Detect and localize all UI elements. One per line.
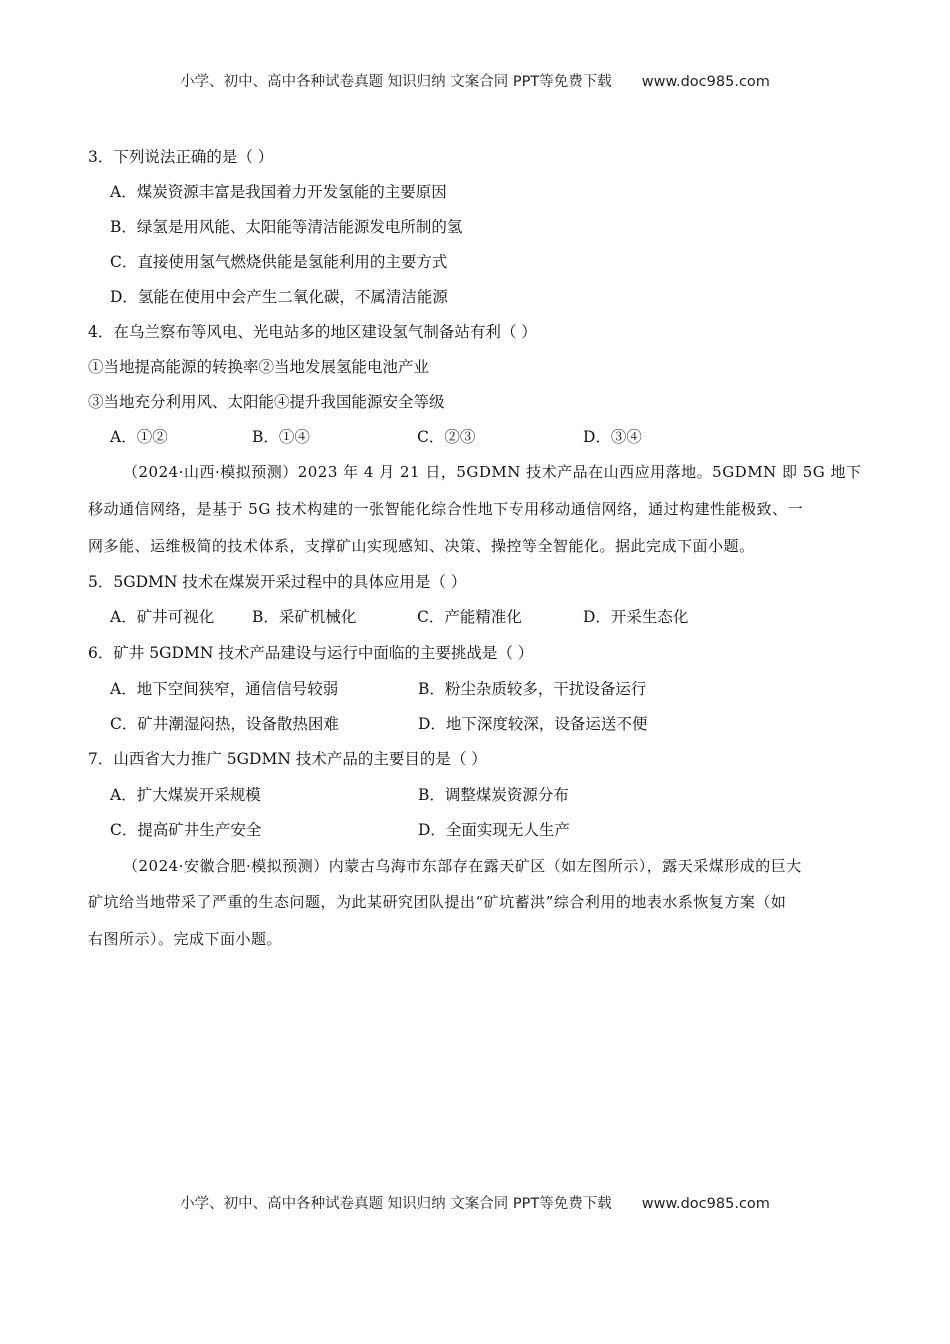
q6-option-b: B．粉尘杂质较多，干扰设备运行 <box>418 680 647 698</box>
header-text: 小学、初中、高中各种试卷真题 知识归纳 文案合同 PPT等免费下载 <box>180 74 612 90</box>
q4-statement-line1: ①当地提高能源的转换率②当地发展氢能电池产业 <box>88 358 430 376</box>
q7-option-c: C．提高矿井生产安全 <box>110 821 262 839</box>
q5-option-d: D．开采生态化 <box>583 608 689 626</box>
passage1-line3: 网多能、运维极简的技术体系，支撑矿山实现感知、决策、操控等全智能化。据此完成下面小题。 <box>88 537 755 555</box>
q7-option-b: B．调整煤炭资源分布 <box>418 786 569 804</box>
q7-option-d: D．全面实现无人生产 <box>418 821 570 839</box>
footer-site[interactable]: www.doc985.com <box>641 1196 770 1212</box>
q3-option-c: C．直接使用氢气燃烧供能是氢能利用的主要方式 <box>110 253 448 271</box>
q5-option-b: B．采矿机械化 <box>252 608 357 626</box>
q6-option-c: C．矿井潮湿闷热，设备散热困难 <box>110 715 339 733</box>
page-header <box>0 70 950 91</box>
q7-stem: 7．山西省大力推广 5GDMN 技术产品的主要目的是（ ） <box>88 750 487 768</box>
q5-option-a: A．矿井可视化 <box>110 608 215 626</box>
passage1-line1: （2024·山西·模拟预测）2023 年 4 月 21 日，5GDMN 技术产品在山西应用落地。5GDMN 即 5G 地下 <box>123 463 862 481</box>
q4-statement-line2: ③当地充分利用风、太阳能④提升我国能源安全等级 <box>88 393 445 411</box>
q4-option-d: D．③④ <box>583 428 642 446</box>
q4-option-b: B．①④ <box>252 428 310 446</box>
q4-option-c: C．②③ <box>417 428 476 446</box>
q6-option-a: A．地下空间狭窄，通信信号较弱 <box>110 680 339 698</box>
q5-option-c: C．产能精准化 <box>417 608 522 626</box>
q3-option-d: D．氢能在使用中会产生二氧化碳，不属清洁能源 <box>110 288 448 306</box>
q3-stem: 3．下列说法正确的是（ ） <box>88 148 274 166</box>
q6-option-d: D．地下深度较深，设备运送不便 <box>418 715 648 733</box>
passage2-line3: 右图所示）。完成下面小题。 <box>88 930 283 948</box>
q3-option-a: A．煤炭资源丰富是我国着力开发氢能的主要原因 <box>110 183 447 201</box>
q7-option-a: A．扩大煤炭开采规模 <box>110 786 261 804</box>
passage2-line2: 矿坑给当地带采了严重的生态问题，为此某研究团队提出“矿坑蓄洪”综合利用的地表水系恢复方案（如 <box>88 893 787 911</box>
header-site[interactable]: www.doc985.com <box>641 74 770 90</box>
q4-option-a: A．①② <box>110 428 168 446</box>
q3-option-b: B．绿氢是用风能、太阳能等清洁能源发电所制的氢 <box>110 218 463 236</box>
passage1-line2: 移动通信网络，是基于 5G 技术构建的一张智能化综合性地下专用移动通信网络，通过构建性能极致、一 <box>88 500 804 518</box>
q6-stem: 6．矿井 5GDMN 技术产品建设与运行中面临的主要挑战是（ ） <box>88 644 534 662</box>
q5-stem: 5．5GDMN 技术在煤炭开采过程中的具体应用是（ ） <box>88 573 467 591</box>
q4-stem: 4．在乌兰察布等风电、光电站多的地区建设氢气制备站有利（ ） <box>88 323 537 341</box>
page-footer <box>0 1192 950 1213</box>
footer-text: 小学、初中、高中各种试卷真题 知识归纳 文案合同 PPT等免费下载 <box>180 1196 612 1212</box>
passage2-line1: （2024·安徽合肥·模拟预测）内蒙古乌海市东部存在露天矿区（如左图所示），露天采煤形成的巨大 <box>123 857 802 875</box>
